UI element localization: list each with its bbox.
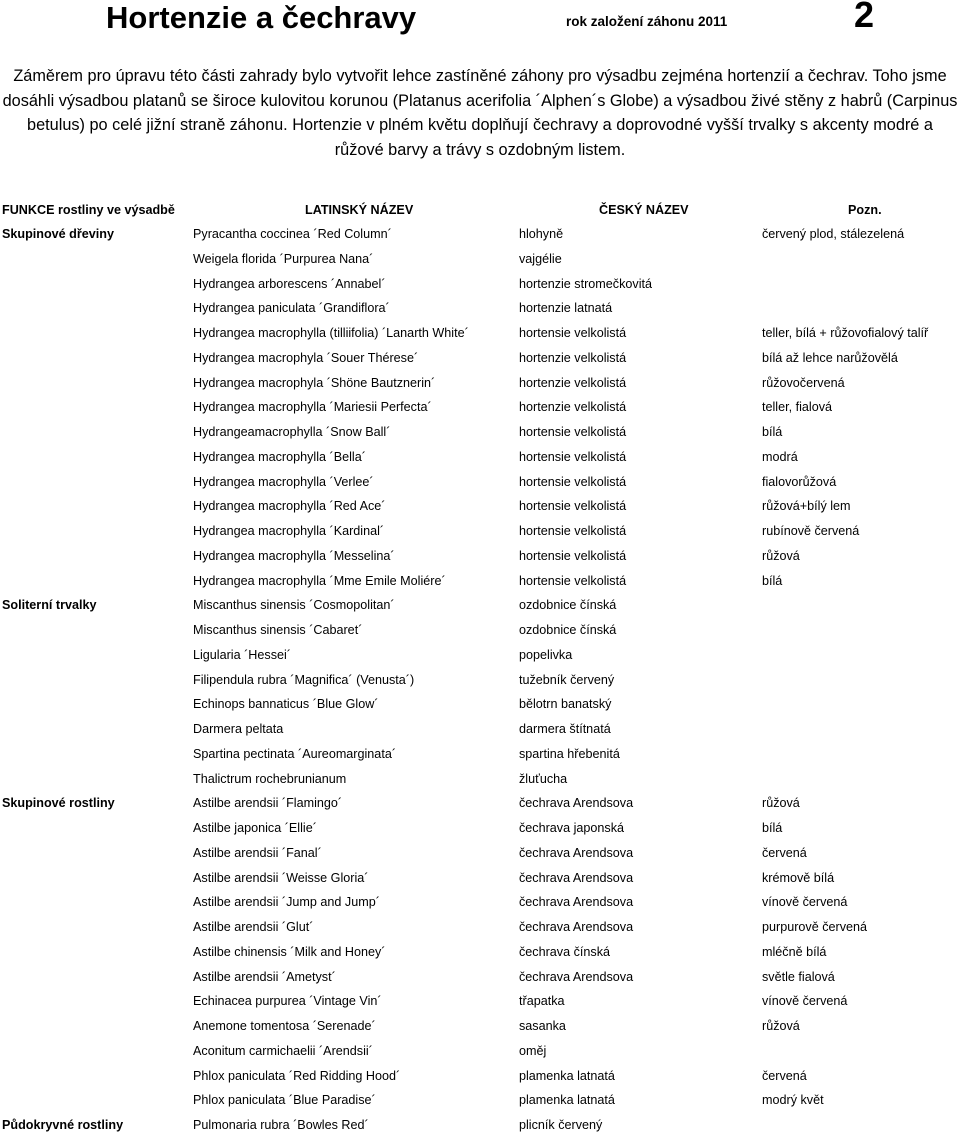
cell-latin-name: Hydrangea macrophylla ´Kardinal´ (193, 524, 385, 538)
cell-note: modrá (762, 449, 798, 464)
table-row (0, 719, 960, 744)
table-row (0, 546, 960, 571)
cell-latin-name: Hydrangea macrophylla ´Bella´ (193, 449, 366, 464)
cell-latin-name: Astilbe arendsii ´Weisse Gloria´ (193, 870, 369, 885)
cell-czech-name: čechrava japonská (519, 821, 625, 835)
header-note: Pozn. (848, 203, 882, 217)
cell-czech-name: hortenzie velkolistá (519, 375, 627, 390)
cell-note: mléčně bílá (762, 944, 827, 959)
cell-latin-name: Hydrangea paniculata ´Grandiflora´ (193, 301, 390, 316)
cell-czech-name: spartina hřebenitá (519, 746, 620, 761)
table-row (0, 645, 960, 670)
cell-czech-name: hortenzie stromečkovitá (519, 276, 652, 291)
table-row (0, 868, 960, 893)
cell-note: bílá (762, 821, 783, 835)
cell-czech-name: hortenzie latnatá (519, 301, 613, 316)
table-row (0, 670, 960, 695)
cell-czech-name: čechrava Arendsova (519, 870, 634, 885)
table-row (0, 769, 960, 794)
table-row (0, 1066, 960, 1091)
cell-function: Skupinové dřeviny (2, 227, 114, 241)
cell-function: Soliterní trvalky (2, 598, 97, 613)
table-row (0, 571, 960, 596)
document-subtitle: rok založení záhonu 2011 (566, 14, 728, 29)
title-row (0, 0, 960, 40)
table-row (0, 1090, 960, 1115)
cell-latin-name: Echinops bannaticus ´Blue Glow´ (193, 697, 379, 712)
cell-latin-name: Astilbe japonica ´Ellie´ (193, 821, 317, 835)
cell-latin-name: Astilbe arendsii ´Flamingo´ (193, 796, 343, 811)
table-body (0, 224, 960, 1140)
table-row (0, 843, 960, 868)
table-row (0, 521, 960, 546)
table-row (0, 595, 960, 620)
cell-note: červená (762, 1068, 807, 1083)
cell-czech-name: hortensie velkolistá (519, 425, 627, 439)
cell-function: Skupinové rostliny (2, 796, 115, 811)
intro-paragraph (0, 64, 960, 162)
cell-latin-name: Pyracantha coccinea ´Red Column´ (193, 227, 392, 241)
intro-line: Záměrem pro úpravu této části zahrady bylo vytvořit lehce zastíněné záhony pro výsadbu zejména hortenzií a čechrav. Toho jsme (13, 67, 947, 85)
table-row (0, 793, 960, 818)
cell-note: vínově červená (762, 994, 848, 1009)
cell-czech-name: plamenka latnatá (519, 1093, 615, 1108)
cell-czech-name: hortensie velkolistá (519, 326, 627, 340)
cell-latin-name: Astilbe arendsii ´Fanal´ (193, 845, 322, 860)
cell-czech-name: bělotrn banatský (519, 697, 612, 712)
cell-czech-name: hortensie velkolistá (519, 548, 627, 563)
cell-czech-name: vajgélie (519, 251, 562, 266)
cell-note: modrý květ (762, 1093, 824, 1108)
page-number: 2 (854, 0, 875, 35)
cell-note: fialovorůžová (762, 474, 837, 489)
cell-czech-name: sasanka (519, 1019, 566, 1033)
cell-note: vínově červená (762, 895, 848, 910)
table-row (0, 1041, 960, 1066)
table-row (0, 620, 960, 645)
cell-czech-name: čechrava Arendsova (519, 920, 634, 934)
cell-note: růžová (762, 796, 800, 811)
cell-latin-name: Aconitum carmichaelii ´Arendsii´ (193, 1043, 373, 1058)
cell-czech-name: hortenzie velkolistá (519, 400, 627, 415)
table-row (0, 917, 960, 942)
cell-czech-name: čechrava čínská (519, 944, 610, 959)
table-row (0, 892, 960, 917)
table-row (0, 818, 960, 843)
cell-czech-name: ozdobnice čínská (519, 623, 617, 637)
cell-function: Půdokryvné rostliny (2, 1118, 124, 1132)
table-row (0, 1016, 960, 1041)
table-row (0, 744, 960, 769)
cell-latin-name: Astilbe arendsii ´Glut´ (193, 920, 314, 934)
cell-latin-name: Hydrangea macrophyla ´Shöne Bautznerin´ (193, 375, 436, 390)
cell-czech-name: hortensie velkolistá (519, 449, 627, 464)
cell-note: purpurově červená (762, 920, 868, 934)
table-row (0, 496, 960, 521)
cell-latin-name: Darmera peltata (193, 722, 284, 736)
cell-latin-name: Thalictrum rochebrunianum (193, 771, 347, 786)
cell-czech-name: třapatka (519, 994, 565, 1009)
cell-note: světle fialová (762, 969, 835, 984)
cell-czech-name: čechrava Arendsova (519, 969, 634, 984)
cell-note: růžová+bílý lem (762, 499, 851, 514)
cell-latin-name: Pulmonaria rubra ´Bowles Red´ (193, 1118, 369, 1132)
cell-czech-name: hortensie velkolistá (519, 524, 627, 538)
cell-latin-name: Filipendula rubra ´Magnifica´ (Venusta´) (193, 672, 415, 687)
table-row (0, 942, 960, 967)
table-row (0, 249, 960, 274)
cell-note: bílá až lehce narůžovělá (762, 350, 898, 365)
cell-czech-name: tužebník červený (519, 672, 615, 687)
cell-czech-name: čechrava Arendsova (519, 895, 634, 910)
cell-latin-name: Hydrangea macrophylla ´Mme Emile Moliére´ (193, 573, 446, 588)
cell-czech-name: oměj (519, 1043, 547, 1058)
table-row (0, 1115, 960, 1140)
table-row (0, 323, 960, 348)
cell-czech-name: hortensie velkolistá (519, 499, 627, 514)
table-row (0, 447, 960, 472)
cell-czech-name: čechrava Arendsova (519, 796, 634, 811)
cell-note: červený plod, stálezelená (762, 227, 905, 241)
table-row (0, 422, 960, 447)
cell-latin-name: Hydrangea arborescens ´Annabel´ (193, 276, 386, 291)
table-row (0, 373, 960, 398)
cell-note: červená (762, 845, 807, 860)
cell-latin-name: Hydrangea macrophylla ´Messelina´ (193, 548, 395, 563)
cell-czech-name: hortensie velkolistá (519, 573, 627, 588)
cell-czech-name: popelivka (519, 647, 573, 662)
table-row (0, 274, 960, 299)
cell-czech-name: čechrava Arendsova (519, 845, 634, 860)
table-row (0, 224, 960, 249)
intro-line: dosáhli výsadbou platanů se široce kulovitou korunou (Platanus acerifolia ´Alphen´s Globe) a výsadbou živé stěny z habrů (Carpinus (2, 91, 958, 110)
cell-latin-name: Hydrangea macrophylla ´Red Ace´ (193, 499, 386, 514)
cell-latin-name: Astilbe arendsii ´Ametyst´ (193, 969, 336, 984)
cell-latin-name: Spartina pectinata ´Aureomarginata´ (193, 746, 397, 761)
cell-note: rubínově červená (762, 524, 860, 538)
cell-latin-name: Echinacea purpurea ´Vintage Vin´ (193, 994, 382, 1009)
table-row (0, 298, 960, 323)
table-row (0, 694, 960, 719)
table-row (0, 967, 960, 992)
cell-czech-name: žluťucha (519, 771, 568, 786)
header-czech: ČESKÝ NÁZEV (599, 203, 689, 217)
cell-latin-name: Miscanthus sinensis ´Cabaret´ (193, 623, 363, 637)
intro-line: betulus) po celé jižní straně záhonu. Hortenzie v plném květu doplňují čechravy a doprovodné vyšší trvalky s akcenty modré a (27, 116, 933, 134)
cell-note: růžová (762, 1019, 800, 1033)
cell-czech-name: hortensie velkolistá (519, 474, 627, 489)
cell-note: teller, bílá + růžovofialový talíř (762, 326, 929, 340)
cell-czech-name: hlohyně (519, 227, 564, 241)
cell-czech-name: plamenka latnatá (519, 1068, 615, 1083)
cell-latin-name: Phlox paniculata ´Red Ridding Hood´ (193, 1068, 401, 1083)
cell-czech-name: ozdobnice čínská (519, 598, 617, 613)
table-row (0, 397, 960, 422)
cell-latin-name: Hydrangea macrophylla (tilliifolia) ´Lanarth White´ (193, 326, 469, 340)
header-latin: LATINSKÝ NÁZEV (305, 203, 414, 217)
cell-latin-name: Weigela florida ´Purpurea Nana´ (193, 251, 374, 266)
cell-czech-name: plicník červený (519, 1118, 603, 1132)
cell-latin-name: Phlox paniculata ´Blue Paradise´ (193, 1093, 376, 1108)
cell-note: teller, fialová (762, 400, 833, 415)
table-row (0, 991, 960, 1016)
cell-latin-name: Hydrangea macrophylla ´Mariesii Perfecta´ (193, 400, 432, 415)
cell-note: bílá (762, 573, 783, 588)
cell-latin-name: Ligularia ´Hessei´ (193, 647, 291, 662)
cell-czech-name: hortenzie velkolistá (519, 350, 627, 365)
plant-table (0, 200, 960, 1140)
cell-note: bílá (762, 425, 783, 439)
cell-latin-name: Anemone tomentosa ´Serenade´ (193, 1019, 376, 1033)
header-function: FUNKCE rostliny ve výsadbě (2, 203, 175, 217)
table-header (0, 200, 960, 224)
intro-line: růžové barvy a trávy s ozdobným listem. (334, 140, 626, 159)
cell-latin-name: Hydrangea macrophyla ´Souer Thérese´ (193, 350, 419, 365)
cell-czech-name: darmera štítnatá (519, 722, 611, 736)
table-row (0, 348, 960, 373)
cell-note: růžovočervená (762, 375, 845, 390)
cell-latin-name: Miscanthus sinensis ´Cosmopolitan´ (193, 598, 395, 613)
document-title: Hortenzie a čechravy (106, 0, 417, 35)
cell-latin-name: Hydrangeamacrophylla ´Snow Ball´ (193, 425, 391, 439)
cell-latin-name: Astilbe chinensis ´Milk and Honey´ (193, 944, 386, 959)
cell-note: krémově bílá (762, 870, 835, 885)
table-row (0, 472, 960, 497)
cell-latin-name: Hydrangea macrophylla ´Verlee´ (193, 474, 374, 489)
cell-latin-name: Astilbe arendsii ´Jump and Jump´ (193, 895, 380, 910)
cell-note: růžová (762, 548, 800, 563)
